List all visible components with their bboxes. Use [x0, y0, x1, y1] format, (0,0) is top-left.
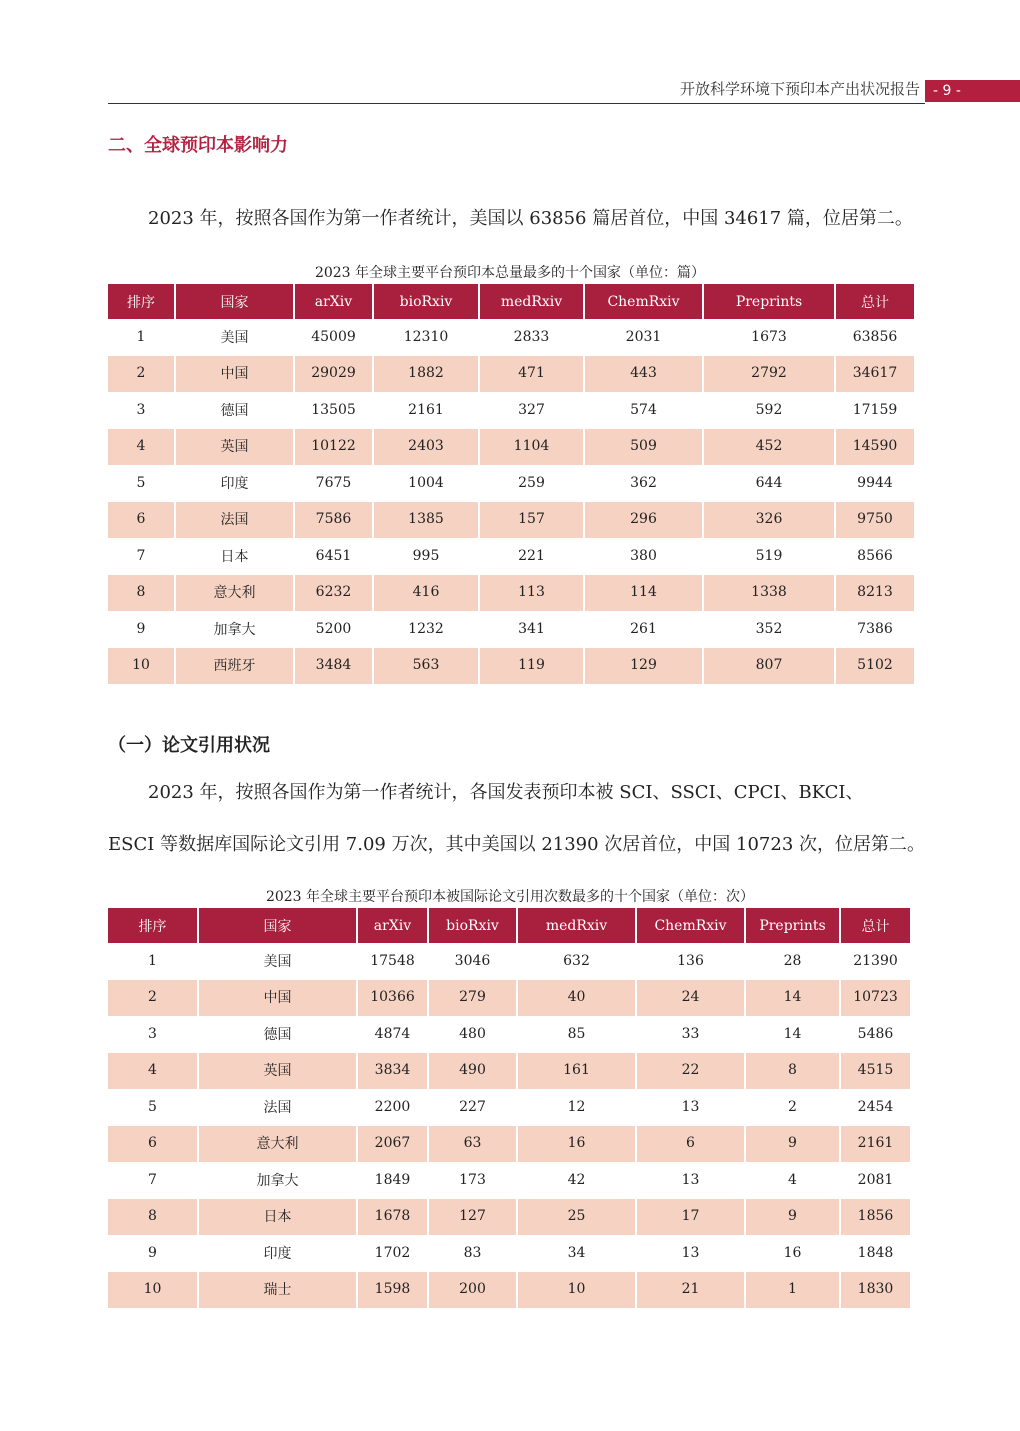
table-cell: 6: [637, 1126, 744, 1163]
table-cell: 9944: [857, 474, 893, 491]
table-cell: 16: [783, 1244, 802, 1261]
table-cell: 14: [783, 1025, 802, 1042]
table-cell: 2081: [857, 1171, 894, 1188]
table-cell: 2: [108, 980, 197, 1017]
table-row: [108, 1199, 910, 1236]
table-cell: 5102: [836, 648, 914, 685]
table-cell: 4515: [841, 1053, 910, 1090]
table-header-row: [108, 908, 910, 943]
table-cell: 200: [429, 1272, 516, 1309]
table-row: [108, 1272, 910, 1309]
table-row: [108, 356, 914, 393]
table-cell: 意大利: [176, 575, 293, 612]
table-cell: 261: [630, 620, 657, 637]
table-cell: 3: [136, 401, 146, 418]
table-cell: 13505: [311, 401, 356, 418]
table-row: [108, 1235, 910, 1272]
table-cell: 1: [136, 328, 146, 345]
table-cell: 21: [637, 1272, 744, 1309]
table-cell: 14: [746, 980, 839, 1017]
table-cell: 法国: [176, 502, 293, 539]
table-cell: 2: [108, 356, 174, 393]
table-row: [108, 1016, 910, 1053]
table-preprint-counts: [106, 284, 916, 684]
table-cell: 10723: [841, 980, 910, 1017]
table-cell: 471: [480, 356, 583, 393]
table-cell: 9: [148, 1244, 157, 1261]
table-cell: 83: [463, 1244, 482, 1261]
table-cell: 13: [681, 1244, 700, 1261]
table-row: [108, 943, 910, 980]
table-cell: 443: [585, 356, 702, 393]
column-header: 排序: [108, 284, 174, 319]
table-cell: 中国: [176, 356, 293, 393]
table-cell: 12310: [403, 328, 449, 345]
table-cell: 日本: [220, 548, 249, 565]
table-cell: 5486: [857, 1025, 894, 1042]
paragraph-2-line-1: 2023 年，按照各国作为第一作者统计，各国发表预印本被 SCI、SSCI、CPCI、BKCI、: [148, 782, 864, 803]
table-cell: 34617: [836, 356, 914, 393]
table-cell: 3: [148, 1025, 157, 1042]
table-cell: 119: [480, 648, 583, 685]
table-cell: 326: [704, 502, 834, 539]
table-cell: 12: [567, 1098, 586, 1115]
table-cell: 9: [746, 1126, 839, 1163]
table-cell: 161: [518, 1053, 635, 1090]
header-rule: [108, 103, 925, 104]
table-cell: 1848: [857, 1244, 894, 1261]
table-cell: 2833: [513, 328, 550, 345]
table-cell: 279: [429, 980, 516, 1017]
table-cell: 14590: [836, 429, 914, 466]
table-cell: 1830: [841, 1272, 910, 1309]
table-cell: 2161: [408, 401, 444, 418]
column-header: arXiv: [358, 908, 427, 943]
table-cell: 1: [746, 1272, 839, 1309]
table-cell: 8213: [836, 575, 914, 612]
table-cell: 1856: [841, 1199, 910, 1236]
table-header-row: [108, 284, 914, 319]
table-cell: 8: [108, 1199, 197, 1236]
table-cell: 6: [108, 502, 174, 539]
table-cell: 34: [567, 1244, 586, 1261]
table-cell: 227: [459, 1098, 486, 1115]
column-header: medRxiv: [480, 284, 583, 319]
table-cell: 1849: [374, 1171, 411, 1188]
table-cell: 1673: [751, 328, 787, 345]
table-cell: 4: [108, 1053, 197, 1090]
table-cell: 5: [136, 474, 146, 491]
table-cell: 8: [746, 1053, 839, 1090]
table-cell: 17: [637, 1199, 744, 1236]
table-cell: 1598: [358, 1272, 427, 1309]
table-cell: 341: [518, 620, 545, 637]
table-cell: 西班牙: [176, 648, 293, 685]
paragraph-2-line-2: ESCI 等数据库国际论文引用 7.09 万次，其中美国以 21390 次居首位，中国 10723 次，位居第二。: [108, 834, 926, 855]
table-cell: 452: [704, 429, 834, 466]
table-cell: 480: [459, 1025, 486, 1042]
table-cell: 中国: [199, 980, 356, 1017]
table-cell: 6451: [315, 547, 352, 564]
table-cell: 4: [788, 1171, 797, 1188]
table-cell: 1232: [408, 620, 444, 637]
table-row: [108, 319, 914, 356]
table-cell: 380: [630, 547, 657, 564]
table-cell: 114: [585, 575, 702, 612]
table-cell: 2067: [358, 1126, 427, 1163]
table-cell: 2454: [857, 1098, 894, 1115]
table-row: [108, 538, 914, 575]
table-cell: 519: [755, 547, 783, 564]
table-cell: 10366: [358, 980, 427, 1017]
table-cell: 1882: [374, 356, 478, 393]
table-cell: 瑞士: [199, 1272, 356, 1309]
table-cell: 416: [374, 575, 478, 612]
table-cell: 113: [480, 575, 583, 612]
column-header: Preprints: [704, 284, 834, 319]
table2-caption: 2023 年全球主要平台预印本被国际论文引用次数最多的十个国家（单位：次）: [265, 889, 755, 905]
table-cell: 2200: [374, 1098, 411, 1115]
table-cell: 2031: [625, 328, 662, 345]
table-cell: 63: [429, 1126, 516, 1163]
table-cell: 22: [637, 1053, 744, 1090]
table-cell: 加拿大: [256, 1172, 299, 1189]
table-row: [108, 1126, 910, 1163]
table-cell: 21390: [853, 952, 898, 969]
table-cell: 362: [630, 474, 657, 491]
table-cell: 13: [681, 1098, 700, 1115]
table-cell: 8566: [857, 547, 893, 564]
table-cell: 6: [108, 1126, 197, 1163]
column-header: bioRxiv: [429, 908, 516, 943]
paragraph-1: 2023 年，按照各国作为第一作者统计，美国以 63856 篇居首位，中国 34617 篇，位居第二。: [148, 208, 913, 229]
table-cell: 3834: [358, 1053, 427, 1090]
table-cell: 4874: [374, 1025, 411, 1042]
table-row: [108, 429, 914, 466]
table-cell: 2792: [704, 356, 834, 393]
table-row: [108, 465, 914, 502]
table-cell: 2161: [841, 1126, 910, 1163]
table-cell: 5: [148, 1098, 157, 1115]
table-row: [108, 611, 914, 648]
table-cell: 995: [412, 547, 440, 564]
table-cell: 29029: [295, 356, 372, 393]
table-cell: 42: [567, 1171, 586, 1188]
table-cell: 3484: [295, 648, 372, 685]
table-cell: 10: [108, 1272, 197, 1309]
table-cell: 4: [108, 429, 174, 466]
table-cell: 63856: [852, 328, 898, 345]
table-cell: 加拿大: [213, 621, 256, 638]
column-header: Preprints: [746, 908, 839, 943]
table-cell: 632: [563, 952, 590, 969]
table-cell: 327: [518, 401, 545, 418]
table-cell: 3046: [454, 952, 491, 969]
table-cell: 509: [585, 429, 702, 466]
table-cell: 1385: [374, 502, 478, 539]
subheading-citations: （一）论文引用状况: [108, 735, 270, 756]
table-cell: 9750: [836, 502, 914, 539]
table-cell: 1678: [358, 1199, 427, 1236]
table-cell: 6232: [295, 575, 372, 612]
table-row: [108, 1162, 910, 1199]
table-cell: 1702: [374, 1244, 411, 1261]
table-cell: 574: [630, 401, 657, 418]
table-cell: 美国: [263, 953, 292, 970]
table-citation-counts: [106, 908, 912, 1308]
table-cell: 592: [755, 401, 783, 418]
table-cell: 45009: [311, 328, 356, 345]
table-cell: 1104: [480, 429, 583, 466]
table-cell: 8: [108, 575, 174, 612]
table-cell: 意大利: [199, 1126, 356, 1163]
column-header: arXiv: [295, 284, 372, 319]
table-row: [108, 1053, 910, 1090]
table-cell: 7: [136, 547, 146, 564]
table-row: [108, 648, 914, 685]
column-header: 国家: [199, 908, 356, 943]
table-cell: 英国: [199, 1053, 356, 1090]
table-cell: 807: [704, 648, 834, 685]
table-cell: 24: [637, 980, 744, 1017]
table-cell: 日本: [199, 1199, 356, 1236]
table-cell: 9: [136, 620, 146, 637]
table-cell: 33: [681, 1025, 700, 1042]
table-cell: 2403: [374, 429, 478, 466]
table-cell: 印度: [263, 1245, 292, 1262]
table-cell: 10122: [295, 429, 372, 466]
table-cell: 129: [585, 648, 702, 685]
table-cell: 2: [788, 1098, 797, 1115]
table-cell: 7586: [295, 502, 372, 539]
column-header: ChemRxiv: [585, 284, 702, 319]
column-header: 总计: [841, 908, 910, 943]
table-row: [108, 575, 914, 612]
table-cell: 1338: [704, 575, 834, 612]
table-cell: 5200: [315, 620, 352, 637]
table-cell: 7675: [315, 474, 352, 491]
table-cell: 印度: [220, 475, 249, 492]
table-cell: 1004: [408, 474, 444, 491]
table-cell: 644: [755, 474, 783, 491]
table-cell: 法国: [263, 1099, 292, 1116]
table-cell: 9: [746, 1199, 839, 1236]
column-header: medRxiv: [518, 908, 635, 943]
table-cell: 127: [429, 1199, 516, 1236]
table-cell: 28: [783, 952, 802, 969]
column-header: 总计: [836, 284, 914, 319]
page-number-badge: - 9 -: [925, 80, 1020, 102]
table1-caption: 2023 年全球主要平台预印本总量最多的十个国家（单位：篇）: [314, 265, 706, 281]
table-cell: 136: [677, 952, 704, 969]
table-cell: 16: [518, 1126, 635, 1163]
table-cell: 17159: [852, 401, 898, 418]
table-cell: 40: [518, 980, 635, 1017]
table-cell: 10: [108, 648, 174, 685]
table-cell: 173: [459, 1171, 486, 1188]
table-cell: 259: [518, 474, 545, 491]
table-cell: 德国: [220, 402, 249, 419]
table-row: [108, 980, 910, 1017]
table-cell: 221: [518, 547, 545, 564]
table-cell: 英国: [176, 429, 293, 466]
table-cell: 13: [681, 1171, 700, 1188]
table-cell: 17548: [370, 952, 415, 969]
table-cell: 10: [518, 1272, 635, 1309]
table-row: [108, 502, 914, 539]
table-cell: 490: [429, 1053, 516, 1090]
column-header: 排序: [108, 908, 197, 943]
table-cell: 157: [480, 502, 583, 539]
table-cell: 563: [374, 648, 478, 685]
table-cell: 1: [148, 952, 157, 969]
table-cell: 7386: [857, 620, 893, 637]
section-heading: 二、全球预印本影响力: [108, 135, 288, 156]
column-header: bioRxiv: [374, 284, 478, 319]
table-cell: 7: [148, 1171, 157, 1188]
table-cell: 德国: [263, 1026, 292, 1043]
column-header: 国家: [176, 284, 293, 319]
table-cell: 美国: [220, 329, 249, 346]
running-header-title: 开放科学环境下预印本产出状况报告: [679, 80, 920, 98]
table-row: [108, 1089, 910, 1126]
table-cell: 85: [567, 1025, 586, 1042]
column-header: ChemRxiv: [637, 908, 744, 943]
table-cell: 296: [585, 502, 702, 539]
table-row: [108, 392, 914, 429]
table-cell: 352: [755, 620, 783, 637]
table-cell: 25: [518, 1199, 635, 1236]
